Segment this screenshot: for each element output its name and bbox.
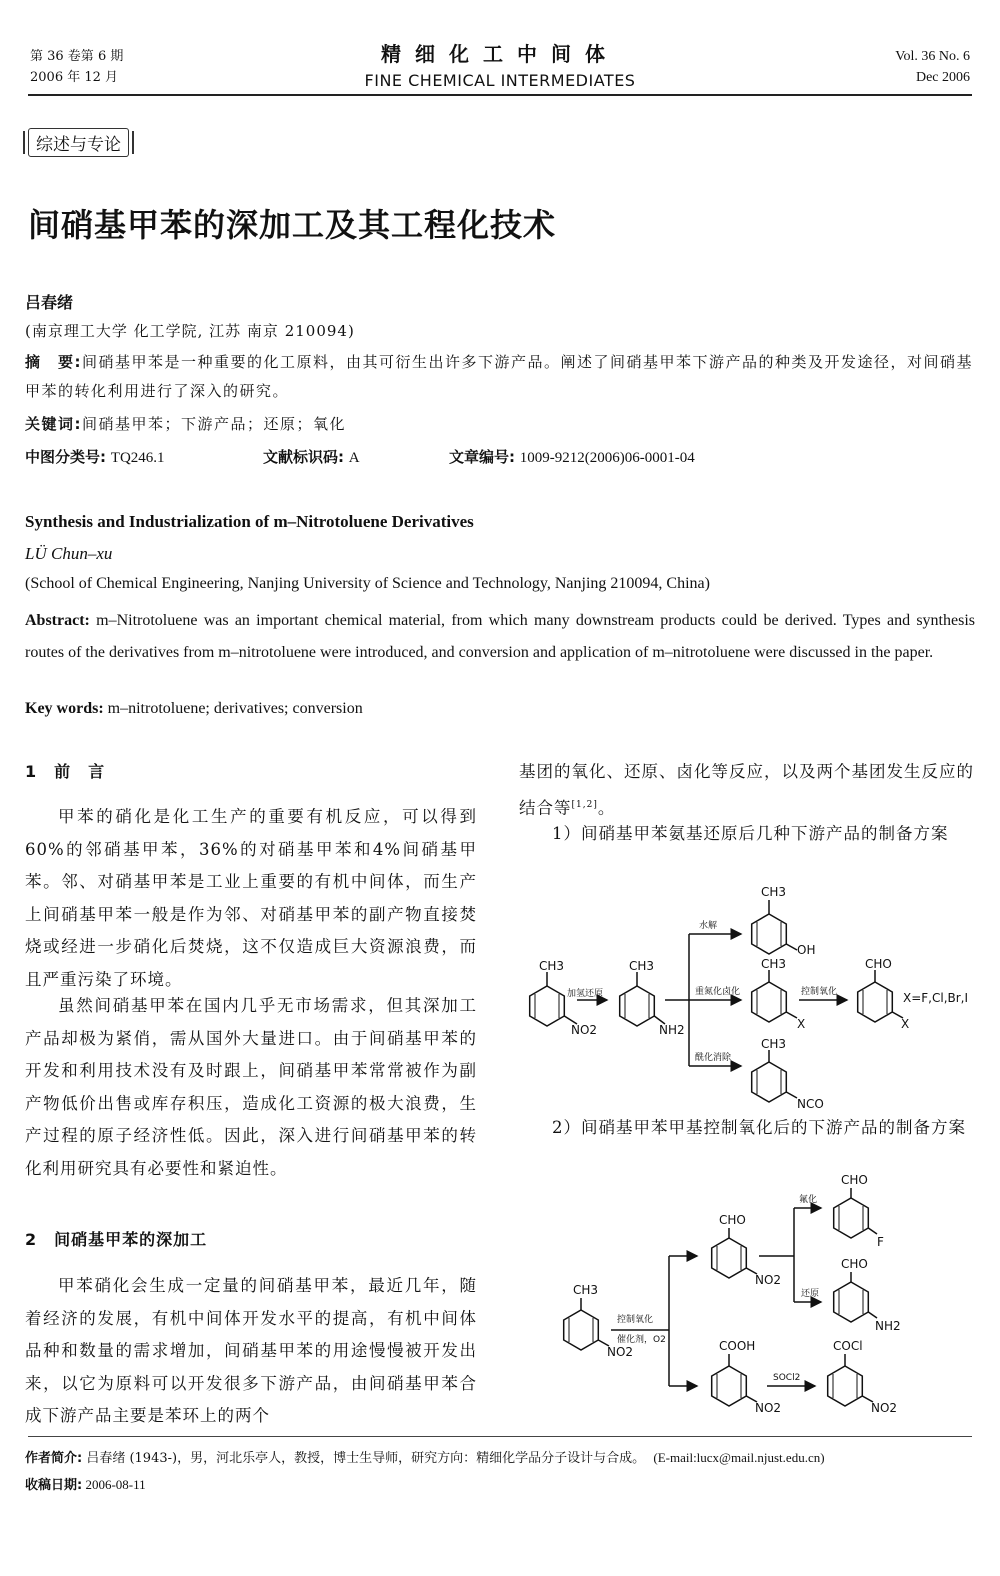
label-ch3-5: CH3 <box>761 1037 787 1051</box>
affiliation-cn: (南京理工大学 化工学院, 江苏 南京 210094) <box>25 322 355 340</box>
abstract-cn-text: 间硝基甲苯是一种重要的化工原料，由其可衍生出许多下游产品。阐述了间硝基甲苯下游产品的种类及开发途径，对间硝基甲苯的转化利用进行了深入的研究。 <box>25 353 974 400</box>
label-ch3-3: CH3 <box>761 885 787 899</box>
scheme-1-diagram <box>519 876 975 1114</box>
label-x-1: X <box>797 1017 806 1031</box>
abstract-cn-label: 摘 要: <box>25 353 82 371</box>
journal-name-en: FINE CHEMICAL INTERMEDIATES <box>364 71 636 90</box>
arrow-fluorination <box>759 1208 821 1256</box>
label-x-definition: X=F,Cl,Br,I <box>903 991 969 1005</box>
article-number-label: 文章编号: <box>449 448 515 466</box>
reagent-acylation: 酰化消除 <box>695 1053 732 1063</box>
paragraph-cont-text: 基团的氧化、还原、卤化等反应，以及两个基团发生反应的结合等 <box>519 762 974 817</box>
section-2-paragraph-1: 甲苯硝化会生成一定量的间硝基甲苯，最近几年，随着经济的发展，有机中间体开发水平的提高，有机中间体品种和数量的需求增加，间硝基甲苯的用途慢慢被开发出来，以它为原料可以开发很多下游产品，由间硝基甲苯合成下游产品主要是苯环上的两个 <box>25 1276 477 1425</box>
abstract-en-text: m–Nitrotoluene was an important chemical material, from which many downstream products could be derived. Types and synthesis routes of the derivatives from m–nitrotoluene were introduced, and conversion and application of m–nitrotoluene were discussed in the paper. <box>25 612 975 661</box>
volume-en: Vol. 36 No. 6 <box>895 49 970 64</box>
abstract-cn <box>25 348 975 406</box>
reagent-fluorination: 氟化 <box>799 1195 818 1205</box>
m-nitrotoluene-structure-2 <box>564 1298 609 1350</box>
m-halotoluene-structure <box>752 970 797 1022</box>
author-cn: 吕春绪 <box>25 293 74 312</box>
label-no2-s2-1: NO2 <box>607 1345 634 1359</box>
scheme-1-caption: 1）间硝基甲苯氨基还原后几种下游产品的制备方案 <box>552 824 949 843</box>
classification-line <box>25 446 975 467</box>
section-1-heading: 1 前 言 <box>25 762 106 781</box>
title-en: Synthesis and Industrialization of m–Nitrotoluene Derivatives <box>25 512 474 531</box>
article-number-value: 1009-9212(2006)06-0001-04 <box>519 450 695 466</box>
label-ch3-2: CH3 <box>629 959 655 973</box>
clc-value: TQ246.1 <box>110 450 165 466</box>
scheme-2-diagram <box>519 1172 975 1424</box>
section-1-paragraph-1: 甲苯的硝化是化工生产的重要有机反应，可以得到60%的邻硝基甲苯，36%的对硝基甲苯和4%间硝基甲苯。邻、对硝基甲苯是工业上重要的有机中间体，而生产上间硝基甲苯一般是作为邻、对硝基甲苯的副产物直接焚烧或经进一步硝化后焚烧，这不仅造成巨大资源浪费，而且严重污染了环境。 <box>25 807 477 989</box>
scheme-2-caption: 2）间硝基甲苯甲基控制氧化后的下游产品的制备方案 <box>552 1118 966 1137</box>
label-cooh: COOH <box>719 1339 756 1353</box>
label-oh: OH <box>797 943 816 957</box>
date-en: Dec 2006 <box>915 70 970 85</box>
issue-info-en <box>895 46 970 88</box>
m-nitrobenzaldehyde-structure <box>712 1228 757 1278</box>
label-ch3-4: CH3 <box>761 957 787 971</box>
section-1-paragraph-2: 虽然间硝基甲苯在国内几乎无市场需求，但其深加工产品却极为紧俏，需从国外大量进口。由于间硝基甲苯的开发和利用技术没有及时跟上，间硝基甲苯常常被作为副产物低价出售或库存积压，造成化工资源的极大浪费，生产过程的原子经济性低。因此，深入进行间硝基甲苯的转化利用研究具有必要性和紧迫性。 <box>25 996 477 1178</box>
volume-cn: 第 36 卷第 6 期 <box>30 49 124 64</box>
keywords-en-text: m–nitrotoluene; derivatives; conversion <box>103 700 363 717</box>
reagent-controlled-oxidation: 控制氧化 <box>801 987 838 997</box>
reagent-socl2: SOCl2 <box>773 1373 801 1383</box>
keywords-cn-text: 间硝基甲苯；下游产品；还原；氧化 <box>82 415 347 433</box>
author-bio-text: 吕春绪 (1943-)，男，河北乐亭人，教授，博士生导师，研究方向：精细化学品分子设计与合成。 <box>82 1451 646 1466</box>
label-f: F <box>877 1235 884 1249</box>
keywords-cn <box>25 413 975 434</box>
paragraph-cont-end: 。 <box>597 798 616 817</box>
journal-name-cn: 精细化工中间体 <box>381 42 619 66</box>
m-cresol-structure <box>752 900 797 954</box>
section-2-heading: 2 间硝基甲苯的深加工 <box>25 1230 208 1249</box>
citation: [1,2] <box>571 799 598 810</box>
m-fluorobenzaldehyde-structure <box>834 1188 877 1238</box>
label-no2-1: NO2 <box>571 1023 598 1037</box>
paper-title: 间硝基甲苯的深加工及其工程化技术 <box>28 206 557 244</box>
m-aminobenzaldehyde-structure <box>834 1272 877 1322</box>
doc-code-label: 文献标识码: <box>263 448 344 466</box>
author-email: (E-mail:lucx@mail.njust.edu.cn) <box>653 1450 825 1465</box>
received-date-label: 收稿日期: <box>25 1478 83 1493</box>
author-en: LÜ Chun–xu <box>25 544 113 563</box>
label-nco: NCO <box>797 1097 824 1111</box>
doc-code-value: A <box>348 450 360 466</box>
author-bio-label: 作者简介: <box>25 1451 83 1466</box>
m-halobenzaldehyde-structure <box>858 970 903 1022</box>
reagent-controlled-oxidation-2: 控制氧化 <box>617 1315 654 1325</box>
m-nitrotoluene-structure <box>530 972 577 1026</box>
keywords-en-label: Key words: <box>25 700 104 717</box>
label-no2-s2-4: NO2 <box>871 1401 898 1415</box>
clc-label: 中图分类号: <box>25 448 106 466</box>
reagent-catalyst: 催化剂，O2 <box>617 1335 666 1345</box>
abstract-en <box>25 605 975 669</box>
reagent-diazo-halogenation: 重氮化卤化 <box>695 987 741 997</box>
m-tolyl-isocyanate-structure <box>752 1050 797 1102</box>
date-cn: 2006 年 12 月 <box>30 70 119 85</box>
journal-name <box>0 38 1000 90</box>
column-tag: 综述与专论 <box>28 128 129 157</box>
reagent-hydrolysis: 水解 <box>699 921 718 931</box>
reagent-hydrogenation: 加氢还原 <box>567 989 604 999</box>
label-no2-s2-3: NO2 <box>755 1401 782 1415</box>
label-cocl: COCl <box>833 1339 863 1353</box>
label-nh2-s2: NH2 <box>875 1319 901 1333</box>
header-rule <box>28 94 972 96</box>
label-x-2: X <box>901 1017 910 1031</box>
abstract-en-label: Abstract: <box>25 612 90 629</box>
section-2-paragraph-cont <box>519 756 974 825</box>
label-no2-s2-2: NO2 <box>755 1273 782 1287</box>
keywords-en <box>25 700 975 718</box>
m-toluidine-structure <box>620 972 665 1026</box>
received-date-value: 2006-08-11 <box>82 1477 146 1492</box>
footnote-rule <box>28 1436 972 1437</box>
reagent-reduction: 还原 <box>801 1289 820 1299</box>
label-cho: CHO <box>865 957 892 971</box>
affiliation-en: (School of Chemical Engineering, Nanjing University of Science and Technology, Nanjing 210094, China) <box>25 575 710 592</box>
m-nitrobenzoic-acid-structure <box>712 1354 757 1406</box>
label-cho-s2-1: CHO <box>719 1213 746 1227</box>
m-nitrobenzoyl-chloride-structure <box>828 1354 873 1406</box>
received-date <box>25 1471 146 1499</box>
label-nh2: NH2 <box>659 1023 685 1037</box>
keywords-cn-label: 关键词: <box>25 415 82 433</box>
label-ch3-1: CH3 <box>539 959 565 973</box>
label-cho-s2-3: CHO <box>841 1257 868 1271</box>
author-bio <box>25 1444 825 1472</box>
label-cho-s2-2: CHO <box>841 1173 868 1187</box>
label-ch3-s2: CH3 <box>573 1283 599 1297</box>
